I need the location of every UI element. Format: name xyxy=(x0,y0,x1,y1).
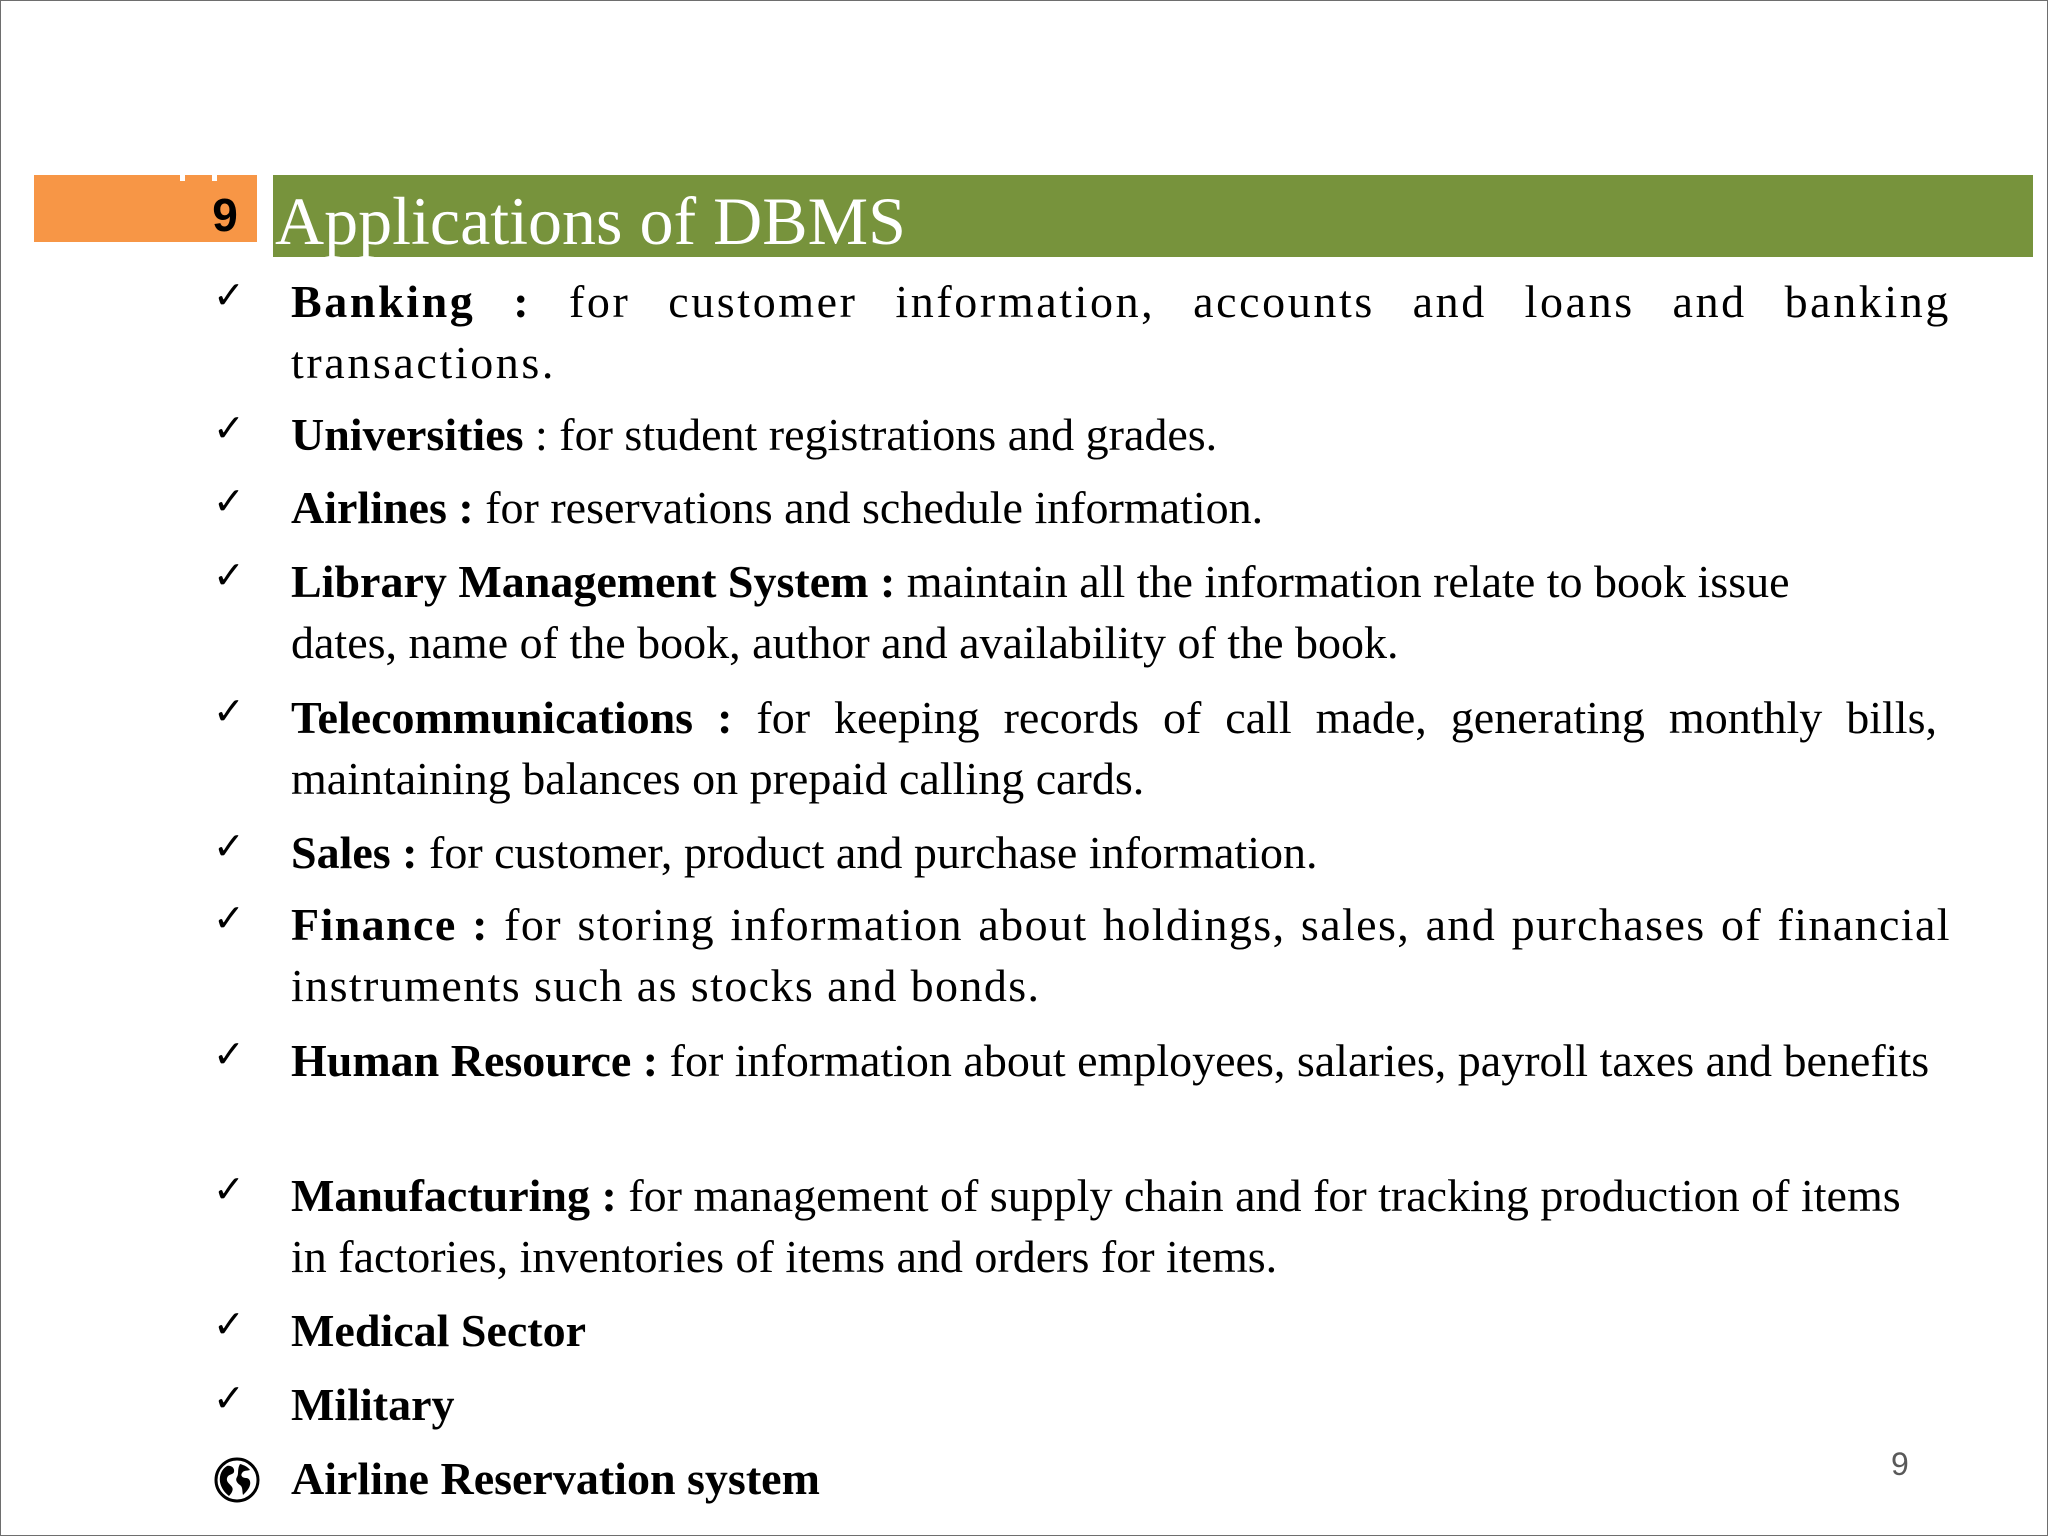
list-item-term: Airlines : xyxy=(291,482,474,533)
checkmark-icon: ✓ xyxy=(213,1032,245,1076)
list-item-text xyxy=(291,404,1951,465)
list-item-desc: maintain all the information relate to book issue dates, name of the book, author and availability of the book. xyxy=(291,556,1790,668)
list-item-text xyxy=(291,1030,1951,1091)
list-item-term: Universities xyxy=(291,409,524,460)
checkmark-icon: ✓ xyxy=(213,689,245,733)
list-item-text xyxy=(291,1165,1931,1287)
list-item-term: Manufacturing : xyxy=(291,1170,617,1221)
checkmark-icon: ✓ xyxy=(213,273,245,317)
list-item-text xyxy=(291,551,1871,673)
list-item-desc: for management of supply chain and for tracking production of items in factories, inventories of items and orders for items. xyxy=(291,1170,1901,1282)
checkmark-icon: ✓ xyxy=(213,1167,245,1211)
list-item-term: Military xyxy=(291,1379,455,1430)
list-item-desc: for keeping records of call made, generating monthly bills, maintaining balances on prepaid calling cards. xyxy=(291,692,1937,804)
list-item-term: Library Management System : xyxy=(291,556,896,607)
list-item-desc: for customer information, accounts and loans and banking transactions. xyxy=(291,276,1951,388)
list-item-desc: for reservations and schedule information. xyxy=(473,482,1264,533)
list-item-desc: : for student registrations and grades. xyxy=(523,409,1218,460)
list-item-text xyxy=(291,1448,1951,1509)
checkmark-icon: ✓ xyxy=(213,553,245,597)
page-number: 9 xyxy=(1891,1446,1909,1482)
checkmark-icon: ✓ xyxy=(213,1302,245,1346)
list-item-desc: for customer, product and purchase information. xyxy=(417,827,1318,878)
list-item-term: Telecommunications : xyxy=(291,692,733,743)
list-item-term: Airline Reservation system xyxy=(291,1453,820,1504)
list-item-text xyxy=(291,477,1951,538)
list-item-text xyxy=(291,687,1937,809)
list-item-text xyxy=(291,894,1951,1016)
list-item-text xyxy=(291,822,1951,883)
checkmark-icon: ✓ xyxy=(213,479,245,523)
slide-number-badge: 9 xyxy=(212,189,238,241)
slide-title: Applications of DBMS xyxy=(275,183,906,259)
list-item-term: Finance : xyxy=(291,899,489,950)
globe-icon xyxy=(213,1456,261,1504)
list-item-term: Banking : xyxy=(291,276,532,327)
list-item-term: Medical Sector xyxy=(291,1305,587,1356)
list-item-text xyxy=(291,1374,1951,1435)
checkmark-icon: ✓ xyxy=(213,406,245,450)
list-item-text xyxy=(291,1300,1951,1361)
decorative-marks xyxy=(180,175,220,181)
list-item-desc: for storing information about holdings, sales, and purchases of financial instruments such as stocks and bonds. xyxy=(291,899,1951,1011)
list-item-text xyxy=(291,271,1951,393)
checkmark-icon: ✓ xyxy=(213,896,245,940)
list-item-desc: for information about employees, salaries, payroll taxes and benefits xyxy=(658,1035,1930,1086)
checkmark-icon: ✓ xyxy=(213,824,245,868)
checkmark-icon: ✓ xyxy=(213,1376,245,1420)
list-item-term: Human Resource : xyxy=(291,1035,659,1086)
list-item-term: Sales : xyxy=(291,827,418,878)
